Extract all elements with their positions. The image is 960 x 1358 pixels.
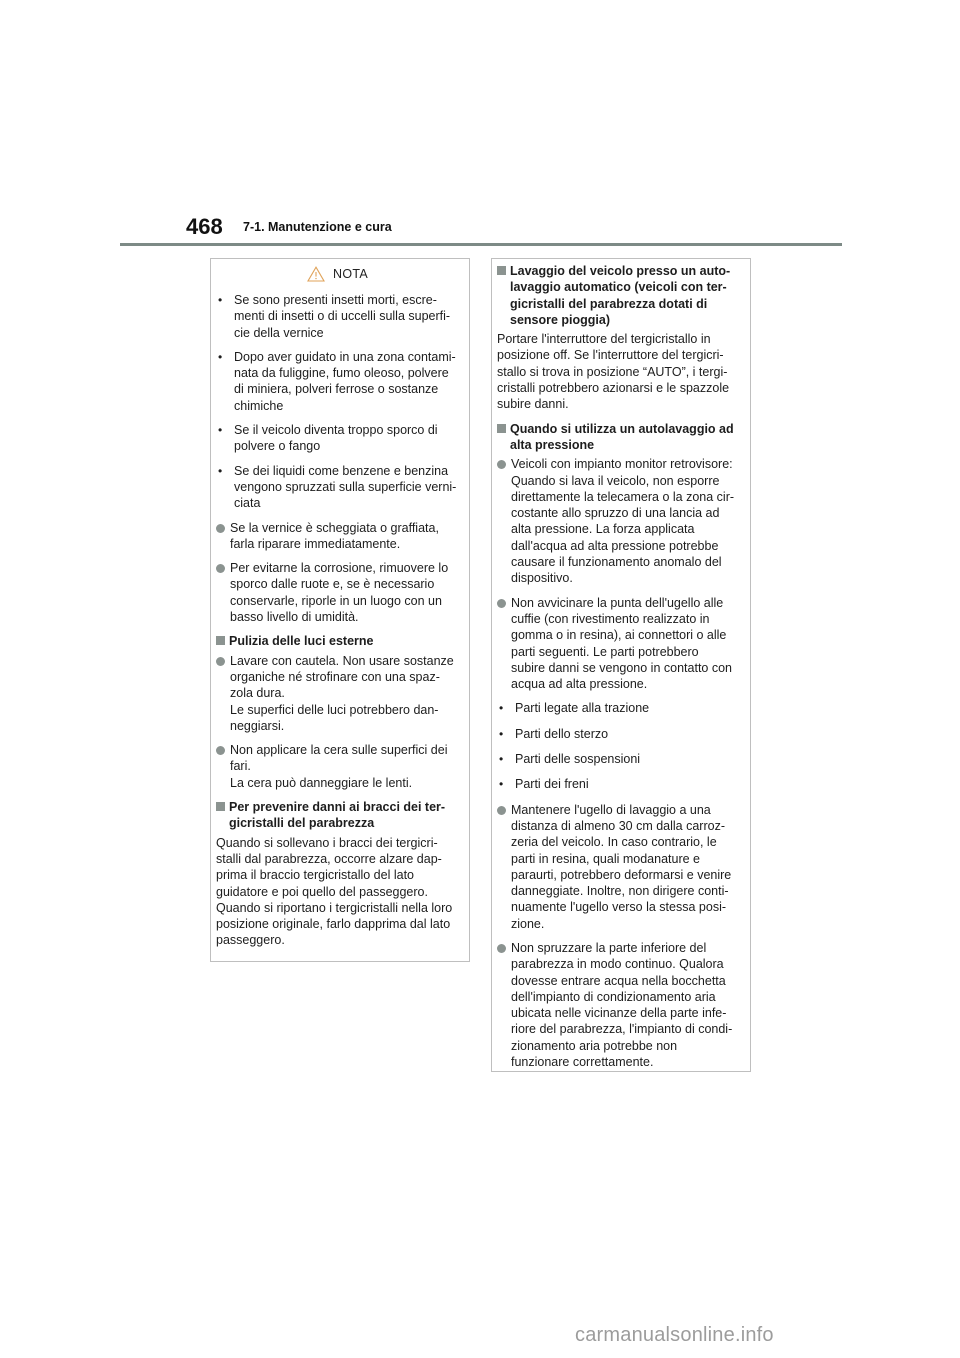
subheading — [497, 263, 740, 328]
bullet-dot-icon — [497, 944, 506, 953]
continued-box — [491, 258, 751, 1072]
paragraph: Portare l'interruttore del tergicristallo in posizione off. Se l'interruttore del tergicri- stallo si trova in posizione “AUTO”, i tergi- cristalli potrebbero azionarsi e le spazzole subire danni. — [497, 332, 730, 412]
list-item — [497, 776, 740, 792]
bullet-text: Lavare con cautela. Non usare sostanze organiche né strofinare con una spaz- zola dura. Le superfici delle luci potrebbero dan- neggiarsi. — [230, 653, 454, 733]
list-item — [216, 349, 459, 414]
bullet-text: Non applicare la cera sulle superfici dei fari. La cera può danneggiare le lenti. — [230, 743, 448, 790]
paragraph: Quando si sollevano i bracci dei tergicri- stalli dal parabrezza, occorre alzare dap- prima il braccio tergicristallo del lato guidatore e poi quello del passeggero. Quando si riportano i tergicristalli nella loro posizione originale, farlo dapprima dal lato passeggero. — [216, 835, 453, 948]
bullet-item — [497, 940, 740, 1070]
bullet-text: Mantenere l'ugello di lavaggio a una distanza di almeno 30 cm dalla carroz- zeria del veicolo. In caso contrario, le parti in resina, quali modanature e paraurti, potrebbero deformarsi e venire danneggiate. Inoltre, non dirigere conti- nuamente l'ugello verso la stessa posi- zione. — [511, 802, 732, 931]
dash-marker: • — [499, 701, 504, 716]
bullet-item — [216, 653, 459, 734]
bullet-text: Se la vernice è scheggiata o graffiata, farla riparare immediatamente. — [230, 520, 439, 551]
bullet-item — [216, 742, 459, 791]
bullet-item — [497, 456, 740, 586]
square-marker-icon — [497, 424, 506, 433]
list-item — [216, 292, 459, 341]
nota-box — [210, 258, 470, 962]
bullet-item — [216, 520, 459, 553]
dash-marker: • — [218, 293, 223, 307]
dash-marker: • — [499, 726, 504, 741]
bullet-item — [497, 595, 740, 693]
bullet-dot-icon — [497, 599, 506, 608]
dash-marker: • — [499, 777, 504, 792]
bullet-item — [216, 560, 459, 625]
square-marker-icon — [216, 802, 225, 811]
subheading — [216, 799, 459, 832]
warning-triangle-icon — [307, 266, 325, 282]
list-item-text: Se sono presenti insetti morti, escre- menti di insetti o di uccelli sulla superfi- cie della vernice — [234, 293, 451, 340]
watermark: carmanualsonline.info — [575, 1324, 774, 1346]
subheading — [497, 421, 740, 454]
bullet-dot-icon — [216, 657, 225, 666]
subheading-text: Pulizia delle luci esterne — [229, 634, 374, 649]
list-item-text: Parti dei freni — [515, 777, 589, 792]
square-marker-icon — [497, 266, 506, 275]
bullet-dot-icon — [497, 806, 506, 815]
bullet-text: Non avvicinare la punta dell'ugello alle cuffie (con rivestimento realizzato in gomma o in resina), ai connettori o alle parti seguenti. Le parti potrebbero subire danni se vengono in contatto con acqua ad alta pressione. — [511, 595, 732, 692]
list-item — [497, 751, 740, 767]
list-item-text: Parti legate alla trazione — [515, 701, 650, 716]
nota-header — [216, 259, 459, 289]
list-item — [497, 700, 740, 716]
section-title: 7-1. Manutenzione e cura — [243, 220, 392, 234]
subheading-text: Lavaggio del veicolo presso un auto- lavaggio automatico (veicoli con ter- gicristalli del parabrezza dotati di sensore pioggia) — [510, 264, 731, 327]
bullet-item — [497, 802, 740, 932]
dash-marker: • — [218, 463, 223, 478]
list-item-text: Parti delle sospensioni — [515, 752, 641, 767]
list-item — [216, 463, 459, 512]
list-item-text: Parti dello sterzo — [515, 726, 609, 741]
bullet-text: Veicoli con impianto monitor retrovisore: Quando si lava il veicolo, non esporre direttamente la telecamera o la zona cir- costante allo spruzzo di una lancia ad alta pressione. La forza applicata dall'acqua ad alta pressione potrebbe causare il funzionamento anomalo del dispositivo. — [511, 457, 735, 586]
bullet-text: Per evitarne la corrosione, rimuovere lo sporco dalle ruote e, se è necessario conservarle, riporle in un luogo con un basso livello di umidità. — [230, 561, 449, 625]
bullet-dot-icon — [497, 460, 506, 469]
list-item-text: Se il veicolo diventa troppo sporco di polvere o fango — [234, 423, 438, 454]
bullet-dot-icon — [216, 564, 225, 573]
dash-marker: • — [218, 423, 223, 438]
bullet-dot-icon — [216, 524, 225, 533]
nota-label: NOTA — [333, 266, 368, 281]
list-item — [216, 422, 459, 455]
list-item-text: Se dei liquidi come benzene e benzina vengono spruzzati sulla superficie verni- ciata — [234, 463, 457, 511]
list-item — [497, 726, 740, 742]
page-number: 468 — [186, 214, 223, 239]
square-marker-icon — [216, 636, 225, 645]
dash-marker: • — [218, 349, 223, 364]
bullet-dot-icon — [216, 746, 225, 755]
list-item-text: Dopo aver guidato in una zona contami- nata da fuliggine, fumo oleoso, polvere di miniera, polveri ferrose o sostanze chimiche — [234, 349, 456, 413]
dash-marker: • — [499, 752, 504, 767]
bullet-text: Non spruzzare la parte inferiore del parabrezza in modo continuo. Qualora dovesse entrare acqua nella bocchetta dell'impianto di condizionamento aria ubicata nelle vicinanze della parte infe- riore del parabrezza, l'impianto di condi- zionamento aria potrebbe non funzionare correttamente. — [511, 940, 733, 1070]
subheading — [216, 633, 459, 649]
subheading-text: Quando si utilizza un autolavaggio ad alta pressione — [510, 421, 734, 452]
header-rule — [120, 243, 842, 246]
subheading-text: Per prevenire danni ai bracci dei ter- gicristalli del parabrezza — [229, 800, 446, 831]
